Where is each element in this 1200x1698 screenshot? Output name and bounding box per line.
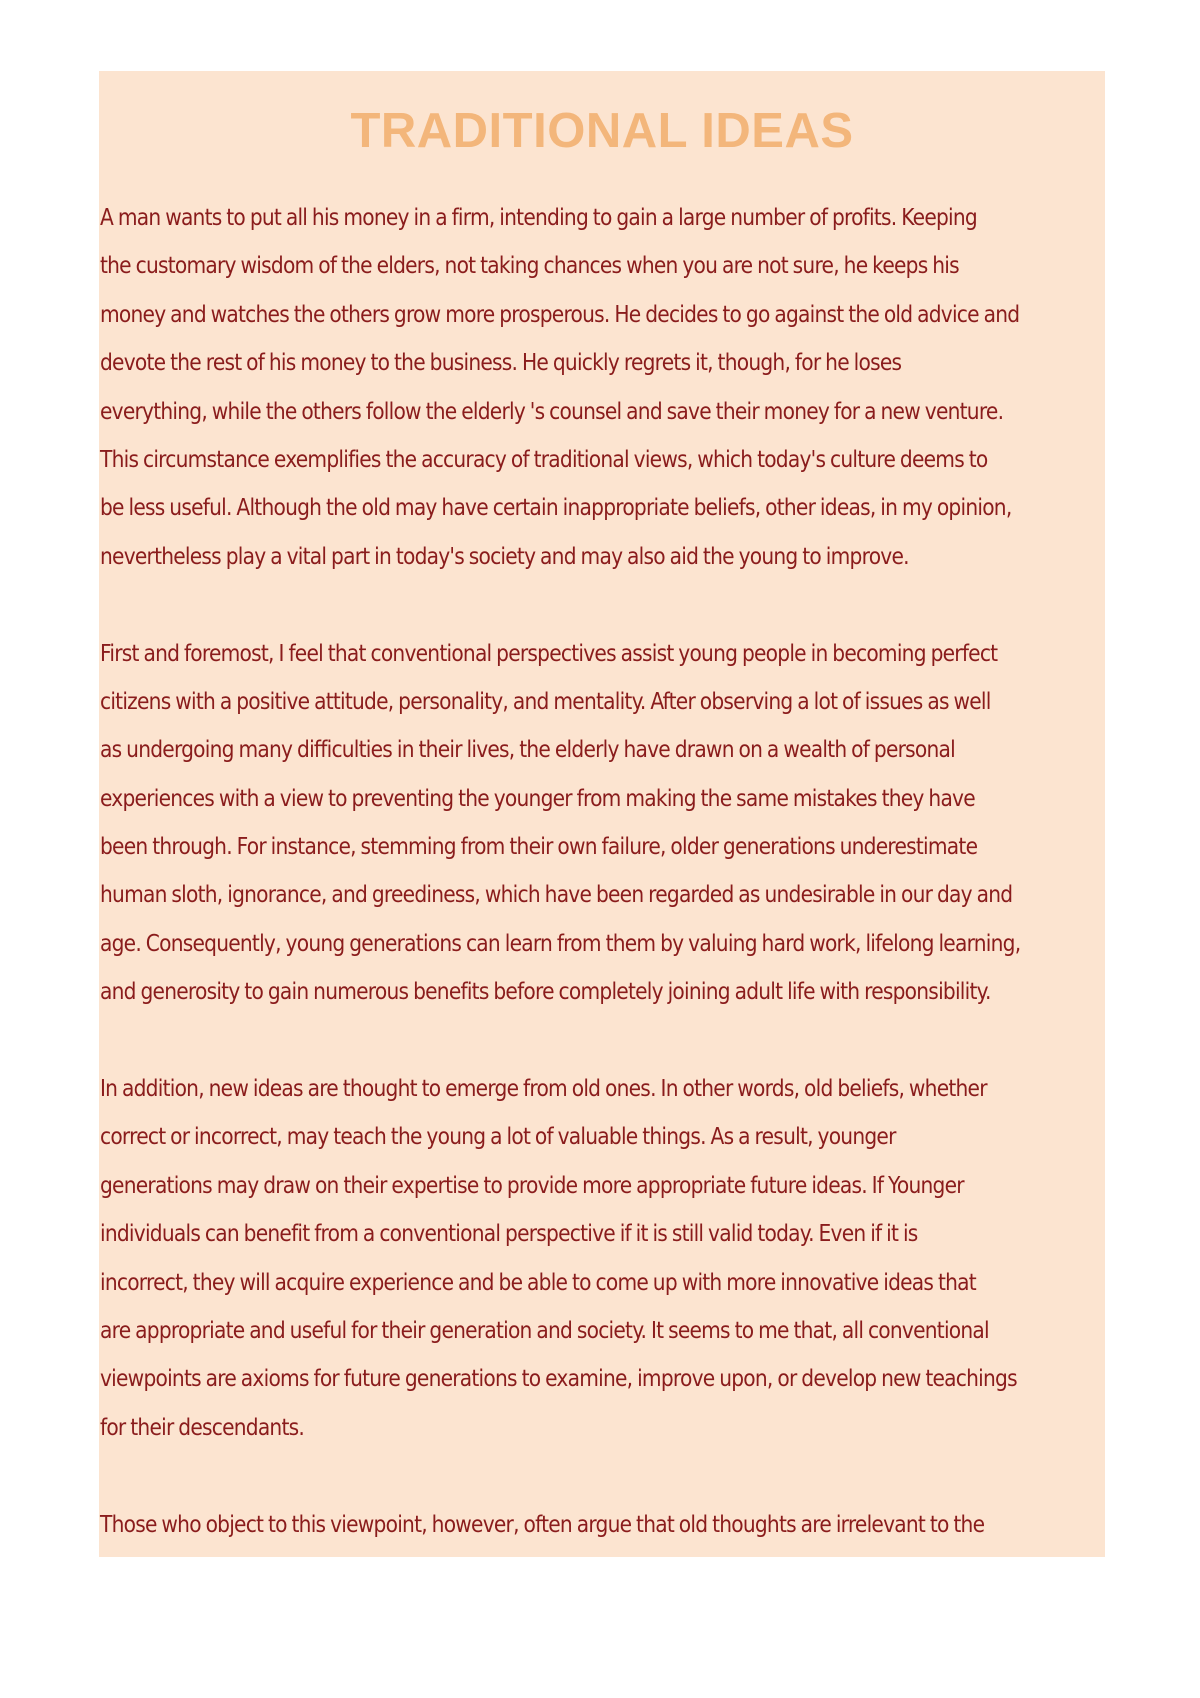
text-line: everything, while the others follow the elderly 's counsel and save their money for a new venture. [100, 396, 1004, 425]
text-line: viewpoints are axioms for future generations to examine, improve upon, or develop new teachings [100, 1364, 1017, 1393]
paragraph-body-3 [100, 1500, 1104, 1548]
text-line: generations may draw on their expertise to provide more appropriate future ideas. If Younger [100, 1170, 964, 1199]
text-line: devote the rest of his money to the business. He quickly regrets it, though, for he loses [100, 348, 902, 377]
text-line: been through. For instance, stemming from their own failure, older generations underestimate [100, 832, 978, 861]
text-line: and generosity to gain numerous benefits before completely joining adult life with responsibility. [100, 977, 991, 1006]
text-line: age. Consequently, young generations can learn from them by valuing hard work, lifelong learning, [100, 928, 1021, 957]
essay-title: TRADITIONAL IDEAS [350, 104, 854, 158]
paragraph-spacer [100, 580, 1104, 628]
text-line: citizens with a positive attitude, personality, and mentality. After observing a lot of issues as well [100, 686, 991, 715]
text-line: as undergoing many difficulties in their lives, the elderly have drawn on a wealth of personal [100, 735, 955, 764]
text-line: be less useful. Although the old may have certain inappropriate beliefs, other ideas, in my opinion, [100, 493, 1012, 522]
text-line: This circumstance exemplifies the accuracy of traditional views, which today's culture deems to [100, 444, 988, 473]
paragraph-spacer [100, 1016, 1104, 1064]
paragraph-body-2 [100, 1064, 1104, 1451]
paragraph-spacer [100, 1451, 1104, 1499]
text-line: the customary wisdom of the elders, not taking chances when you are not sure, he keeps his [100, 251, 959, 280]
essay-panel [99, 71, 1105, 1557]
text-line: experiences with a view to preventing the younger from making the same mistakes they have [100, 783, 975, 812]
text-line: are appropriate and useful for their generation and society. It seems to me that, all conventional [100, 1315, 989, 1344]
text-line: for their descendants. [100, 1412, 305, 1441]
text-line: individuals can benefit from a conventional perspective if it is still valid today. Even if it is [100, 1219, 918, 1248]
text-line: Those who object to this viewpoint, however, often argue that old thoughts are irrelevant to the [100, 1509, 985, 1538]
text-line: nevertheless play a vital part in today's society and may also aid the young to improve. [100, 541, 909, 570]
text-line: incorrect, they will acquire experience and be able to come up with more innovative ideas that [100, 1267, 976, 1296]
paragraph-body-1 [100, 629, 1104, 1016]
text-line: money and watches the others grow more prosperous. He decides to go against the old advice and [100, 299, 1020, 328]
text-line: First and foremost, I feel that conventional perspectives assist young people in becoming perfect [100, 638, 998, 667]
text-line: In addition, new ideas are thought to emerge from old ones. In other words, old beliefs, whether [100, 1074, 987, 1103]
text-line: human sloth, ignorance, and greediness, which have been regarded as undesirable in our day and [100, 880, 1013, 909]
paragraph-intro [100, 193, 1104, 580]
text-line: A man wants to put all his money in a firm, intending to gain a large number of profits. Keeping [100, 203, 977, 231]
essay-body [100, 193, 1104, 1548]
text-line: correct or incorrect, may teach the young a lot of valuable things. As a result, younger [100, 1122, 896, 1151]
